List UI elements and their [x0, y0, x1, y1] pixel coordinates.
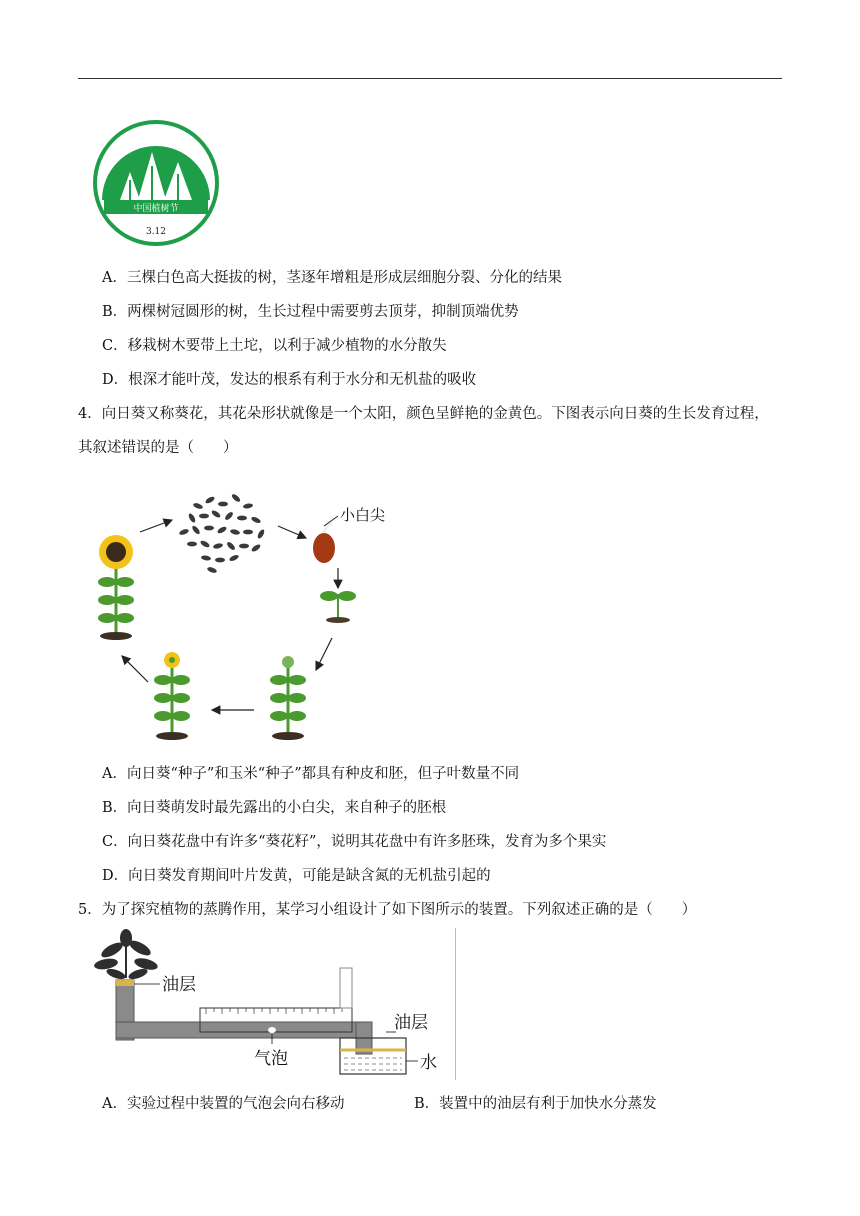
seed-pile [178, 493, 265, 574]
q3-option-b: B．两棵树冠圆形的树，生长过程中需要剪去顶芽，抑制顶端优势 [102, 304, 519, 320]
header-rule [78, 78, 782, 79]
figure-separator [455, 928, 456, 1080]
q5-option-b: B．装置中的油层有利于加快水分蒸发 [414, 1096, 657, 1112]
sunflower-lifecycle-figure [88, 476, 408, 748]
q3-option-d: D．根深才能叶茂，发达的根系有利于水分和无机盐的吸收 [102, 372, 477, 388]
logo-date: 3.12 [145, 227, 167, 237]
mature-sunflower [98, 535, 134, 640]
air-bubble [268, 1027, 276, 1033]
logo-title: 中国植树节 [133, 204, 179, 214]
q4-option-c: C．向日葵花盘中有许多“葵花籽”，说明其花盘中有许多胚珠，发育为多个果实 [102, 834, 607, 850]
q4-option-d: D．向日葵发育期间叶片发黄，可能是缺含氮的无机盐引起的 [102, 868, 491, 884]
q4-option-b: B．向日葵萌发时最先露出的小白尖，来自种子的胚根 [102, 800, 447, 816]
q4-option-a: A．向日葵“种子”和玉米“种子”都具有种皮和胚，但子叶数量不同 [102, 766, 520, 782]
tree-festival-logo [90, 120, 222, 246]
potted-plant [93, 929, 159, 981]
transpiration-apparatus-figure [86, 928, 458, 1080]
bud-plant [270, 656, 306, 740]
q3-option-c: C．移栽树木要带上土坨，以利于减少植物的水分散失 [102, 338, 447, 354]
budding-flower-plant [154, 652, 190, 740]
q4-stem-line2: 其叙述错误的是（ ） [78, 440, 238, 456]
q5-option-a: A．实验过程中装置的气泡会向右移动 [102, 1096, 345, 1112]
oil-layer-right-label: 油层 [394, 1013, 428, 1033]
q4-stem-line1: 4．向日葵又称葵花，其花朵形状就像是一个太阳，颜色呈鲜艳的金黄色。下图表示向日葵的生长发育过程， [78, 406, 769, 422]
radicle-label: 小白尖 [340, 506, 386, 524]
water-label: 水 [420, 1053, 437, 1073]
oil-layer-top-label: 油层 [162, 975, 196, 995]
germinating-seed [313, 533, 335, 563]
bubble-label: 气泡 [254, 1049, 288, 1069]
q5-stem: 5．为了探究植物的蒸腾作用，某学习小组设计了如下图所示的装置。下列叙述正确的是（ ） [78, 902, 697, 918]
seedling [320, 591, 356, 623]
q3-option-a: A．三棵白色高大挺拔的树，茎逐年增粗是形成层细胞分裂、分化的结果 [102, 270, 562, 286]
